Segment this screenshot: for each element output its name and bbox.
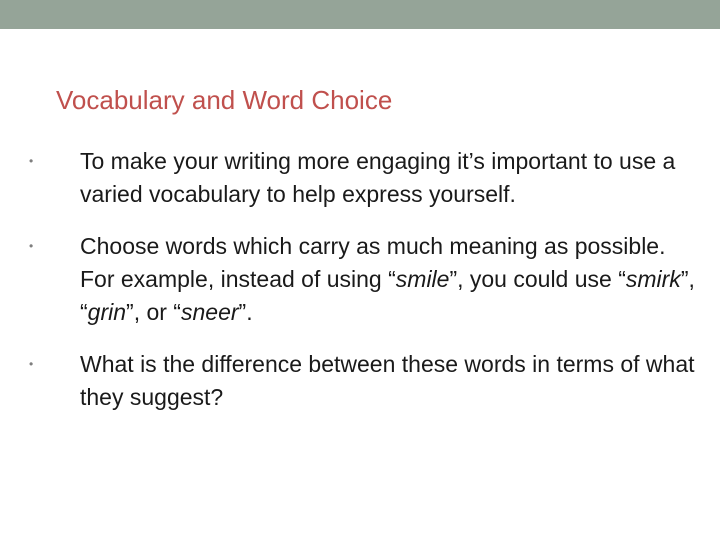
italic-word: smile [395,266,450,292]
bullet-text [80,145,700,211]
slide-title: Vocabulary and Word Choice [56,85,393,115]
bullet-item [0,145,720,211]
bullet-dot-icon: • [29,154,34,168]
top-accent-bar [0,0,720,29]
text-segment: To make your writing more engaging it’s important to use a varied vocabulary to help express yourself. [80,148,676,207]
italic-word: grin [87,299,127,325]
text-segment: ”, “ [80,266,695,325]
text-segment: Choose words which carry as much meaning as possible. For example, instead of using “ [80,233,666,292]
bullet-dot-icon: • [29,239,34,253]
bullet-item [0,230,720,329]
bullet-text [80,348,700,414]
text-segment: ”. [238,299,253,325]
text-segment: ”, you could use “ [449,266,626,292]
bullet-list [0,145,720,433]
italic-word: sneer [180,299,239,325]
italic-word: smirk [625,266,681,292]
bullet-item [0,348,720,414]
bullet-text [80,230,700,329]
bullet-dot-icon: • [29,357,34,371]
text-segment: ”, or “ [126,299,181,325]
text-segment: What is the difference between these words in terms of what they suggest? [80,351,695,410]
